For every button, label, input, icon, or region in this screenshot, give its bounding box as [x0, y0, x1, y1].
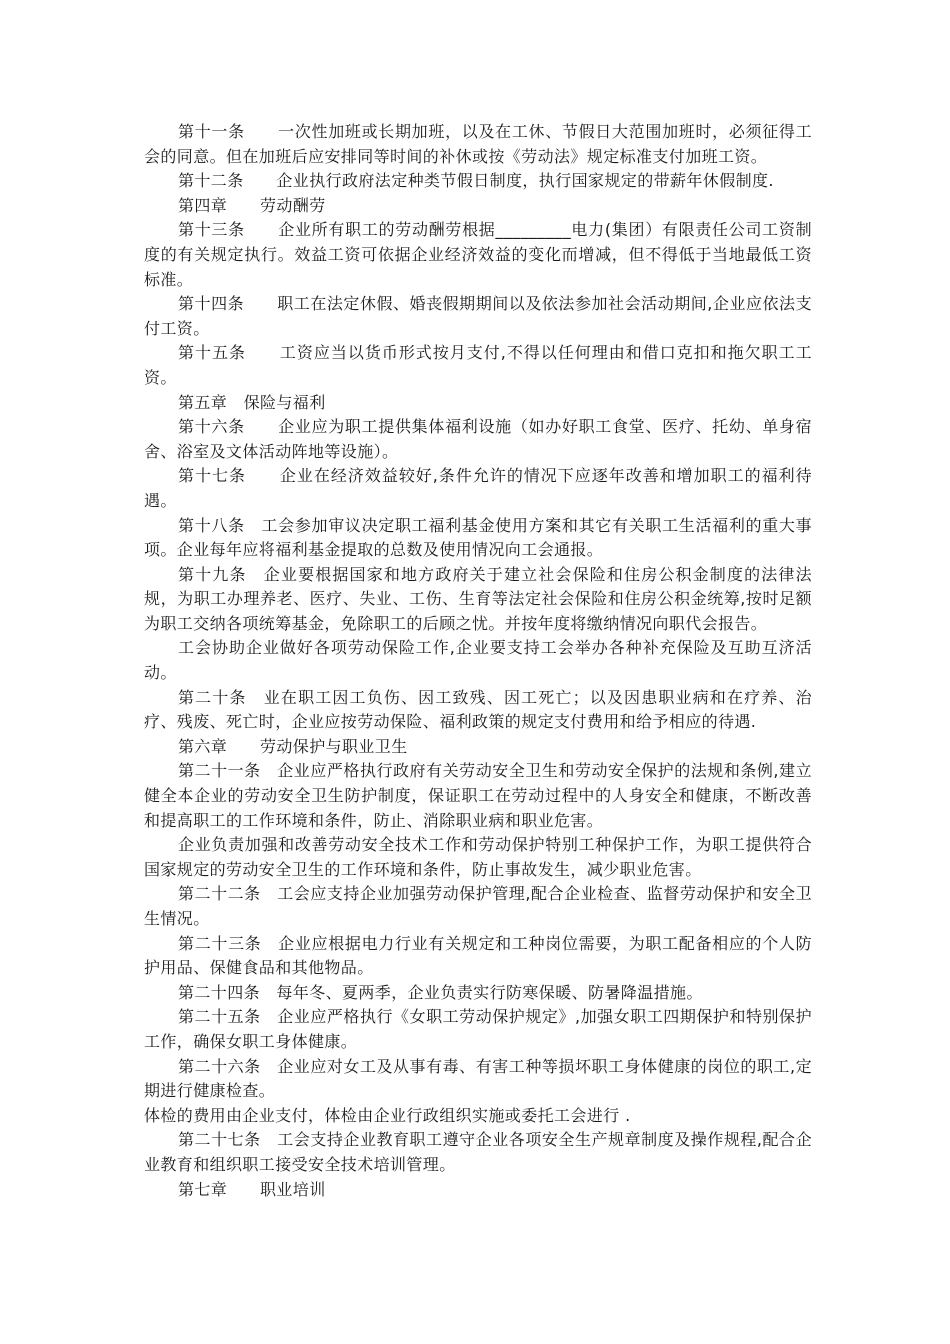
article-26: 第二十六条 企业应对女工及从事有毒、有害工种等损坏职工身体健康的岗位的职工,定期进行健康检查。 [144, 1056, 812, 1101]
article-11: 第十一条 一次性加班或长期加班，以及在工休、节假日大范围加班时，必须征得工会的同意。但在加班后应安排同等时间的补休或按《劳动法》规定标准支付加班工资。 [144, 122, 812, 166]
article-23: 第二十三条 企业应根据电力行业有关规定和工种岗位需要，为职工配备相应的个人防护用品、保健食品和其他物品。 [144, 933, 812, 978]
article-19-continued: 工会协助企业做好各项劳动保险工作,企业要支持工会举办各种补充保险及互助互济活动。 [144, 638, 812, 683]
article-14: 第十四条 职工在法定休假、婚丧假期期间以及依法参加社会活动期间,企业应依法支付工资。 [144, 294, 812, 338]
article-16: 第十六条 企业应为职工提供集体福利设施（如办好职工食堂、医疗、托幼、单身宿舍、浴室及文体活动阵地等设施）。 [144, 417, 812, 461]
document-body [144, 120, 812, 1202]
article-24: 第二十四条 每年冬、夏两季，企业负责实行防寒保暖、防暑降温措施。 [178, 982, 703, 1002]
chapter-5-heading: 第五章 保险与福利 [178, 392, 326, 412]
article-26-continued: 体检的费用由企业支付，体检由企业行政组织实施或委托工会进行 . [144, 1105, 631, 1125]
article-18: 第十八条 工会参加审议决定职工福利基金使用方案和其它有关职工生活福利的重大事项。企业每年应将福利基金提取的总数及使用情况向工会通报。 [144, 515, 812, 560]
chapter-4-heading: 第四章 劳动酬劳 [178, 195, 326, 215]
article-27: 第二十七条 工会支持企业教育职工遵守企业各项安全生产规章制度及操作规程,配合企业教育和组织职工接受安全技术培训管理。 [144, 1130, 812, 1174]
article-21-continued: 企业负责加强和改善劳动安全技术工作和劳动保护特别工种保护工作，为职工提供符合国家规定的劳动安全卫生的工作环境和条件，防止事故发生，减少职业危害。 [144, 835, 812, 879]
chapter-7-heading: 第七章 职业培训 [178, 1179, 326, 1199]
article-12: 第十二条 企业执行政府法定种类节假日制度，执行国家规定的带薪年休假制度. [178, 171, 774, 191]
article-13: 第十三条 企业所有职工的劳动酬劳根据_________电力(集团）有限责任公司工资制度的有关规定执行。效益工资可依据企业经济效益的变化而增减，但不得低于当地最低工资标准。 [144, 220, 812, 289]
article-21: 第二十一条 企业应严格执行政府有关劳动安全卫生和劳动安全保护的法规和条例,建立健全本企业的劳动安全卫生防护制度，保证职工在劳动过程中的人身安全和健康，不断改善和提高职工的工作环境和条件，防止、消除职业病和职业危害。 [144, 761, 812, 830]
article-17: 第十七条 企业在经济效益较好,条件允许的情况下应逐年改善和增加职工的福利待遇。 [144, 466, 812, 510]
article-22: 第二十二条 工会应支持企业加强劳动保护管理,配合企业检查、监督劳动保护和安全卫生情况。 [144, 884, 812, 928]
article-20: 第二十条 业在职工因工负伤、因工致残、因工死亡；以及因患职业病和在疗养、治疗、残废、死亡时，企业应按劳动保险、福利政策的规定支付费用和给予相应的待遇. [144, 687, 812, 732]
article-15: 第十五条 工资应当以货币形式按月支付,不得以任何理由和借口克扣和拖欠职工工资。 [144, 343, 812, 387]
article-25: 第二十五条 企业应严格执行《女职工劳动保护规定》,加强女职工四期保护和特别保护工作，确保女职工身体健康。 [144, 1007, 812, 1051]
chapter-6-heading: 第六章 劳动保护与职业卫生 [178, 736, 408, 756]
article-19: 第十九条 企业要根据国家和地方政府关于建立社会保险和住房公积金制度的法律法规，为职工办理养老、医疗、失业、工伤、生育等法定社会保险和住房公积金统筹,按时足额为职工交纳各项统筹基金，免除职工的后顾之忧。并按年度将缴纳情况向职代会报告。 [144, 564, 812, 633]
